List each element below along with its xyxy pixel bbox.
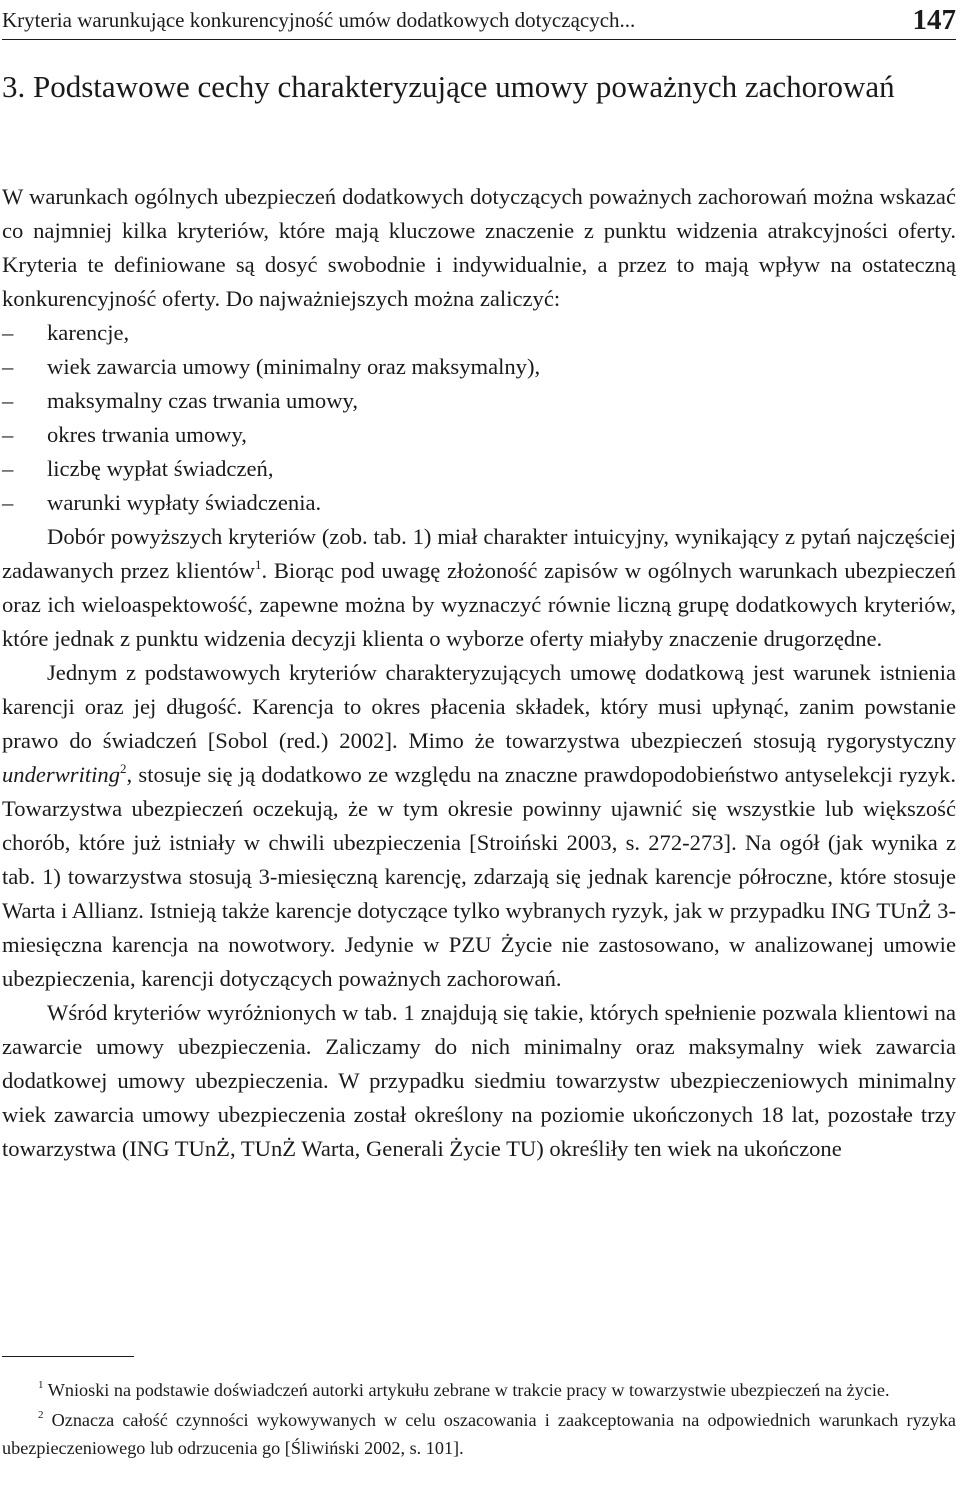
list-item-text: karencje, <box>47 320 130 345</box>
list-item-text: wiek zawarcia umowy (minimalny oraz maksymalny), <box>47 354 541 379</box>
paragraph-criteria-selection: Dobór powyższych kryteriów (zob. tab. 1) miał charakter intuicyjny, wynikający z pytań najczęściej zadawanych przez klientów$^1$. Biorąc pod uwagę złożoność zapisów w ogólnych warunkach ubezpieczeń oraz ich wieloaspektowość, zapewne można by wyznaczyć równie liczną grupę dodatkowych kryteriów, które jednak z punktu widzenia decyzji klienta o wyborze oferty miałyby znaczenie drugorzędne. <box>2 524 957 651</box>
list-item <box>2 486 956 520</box>
list-item-text: okres trwania umowy, <box>47 422 247 447</box>
section-title: 3. Podstawowe cechy charakteryzujące umowy poważnych zachorowań <box>2 69 895 104</box>
list-item-text: liczbę wypłat świadczeń, <box>47 456 274 481</box>
list-item-text: warunki wypłaty świadczenia. <box>47 490 322 515</box>
intro-paragraph: W warunkach ogólnych ubezpieczeń dodatkowych dotyczących poważnych zachorowań można wskazać co najmniej kilka kryteriów, które mają kluczowe znaczenie z punktu widzenia atrakcyjności oferty. Kryteria te definiowane są dosyć swobodnie i indywidualnie, a przez to mają wpływ na ostateczną konkurencyjność oferty. Do najważniejszych można zaliczyć: <box>2 184 956 311</box>
list-item <box>2 316 956 350</box>
dash-bullet: – <box>2 422 14 447</box>
footnotes <box>2 1376 956 1464</box>
paragraph-waiting-period: Jednym z podstawowych kryteriów charakteryzujących umowę dodatkową jest warunek istnienia karencji oraz jej długość. Karencja to okres płacenia składek, który musi upłynąć, zanim powstanie prawo do świadczeń [Sobol (red.) 2002]. Mimo że towarzystwa ubezpieczeń stosują rygorystyczny underwriting$^2$, stosuje się ją dodatkowo ze względu na znaczne prawdopodobieństwo antyselekcji ryzyk. Towarzystwa ubezpieczeń oczekują, że w tym okresie powinny ujawnić się wszystkie lub większość chorób, które już istniały w chwili ubezpieczenia [Stroiński 2003, s. 272-273]. Na ogół (jak wynika z tab. 1) towarzystwa stosują 3-miesięczną karencję, zdarzają się jednak karencje półroczne, które stosuje Warta i Allianz. Istnieją także karencje dotyczące tylko wybranych ryzyk, jak w przypadku ING TUnŻ 3-miesięczna karencja na nowotwory. Jedynie w PZU Życie nie zastosowano, w analizowanej umowie ubezpieczenia, karencji dotyczących poważnych zachorowań. <box>2 660 956 991</box>
list-item-text: maksymalny czas trwania umowy, <box>47 388 358 413</box>
dash-bullet: – <box>2 388 14 413</box>
italic-term: underwriting <box>2 762 120 787</box>
dash-bullet: – <box>2 490 14 515</box>
list-item <box>2 350 956 384</box>
footnote-2 <box>2 1406 956 1462</box>
footnote-ref-1[interactable]: 1 <box>255 557 262 572</box>
footnote-1 <box>2 1376 956 1404</box>
footnote-mark: 2 <box>38 1409 44 1421</box>
footnote-text: Oznacza całość czynności wykowywanych w celu oszacowania i zaakceptowania na odpowiednich warunkach ryzyka ubezpieczeniowego lub odrzucenia go [Śliwiński 2002, s. 101]. <box>2 1410 956 1458</box>
dash-bullet: – <box>2 354 14 379</box>
running-header <box>2 3 956 37</box>
list-item <box>2 452 956 486</box>
paragraph-age-criteria: Wśród kryteriów wyróżnionych w tab. 1 znajdują się takie, których spełnienie pozwala klientowi na zawarcie umowy ubezpieczenia. Zaliczamy do nich minimalny oraz maksymalny wiek zawarcia dodatkowej umowy ubezpieczenia. W przypadku siedmiu towarzystw ubezpieczeniowych minimalny wiek zawarcia umowy ubezpieczenia został określony na poziomie ukończonych 18 lat, pozostałe trzy towarzystwa (ING TUnŻ, TUnŻ Warta, Generali Życie TU) określiły ten wiek na ukończone <box>2 1000 956 1161</box>
body-text <box>2 180 956 1166</box>
footnote-text: Wnioski na podstawie doświadczeń autorki artykułu zebrane w trakcie pracy w towarzystwie ubezpieczeń na życie. <box>43 1380 890 1400</box>
running-title: Kryteria warunkujące konkurencyjność umów dodatkowych dotyczących... <box>2 8 636 32</box>
footnote-rule <box>2 1356 134 1357</box>
page-number: 147 <box>912 4 956 36</box>
dash-bullet: – <box>2 320 14 345</box>
list-item <box>2 418 956 452</box>
dash-bullet: – <box>2 456 14 481</box>
footnote-ref-2[interactable]: 2 <box>120 761 127 776</box>
header-rule <box>2 39 956 40</box>
criteria-list <box>2 316 956 520</box>
footnote-mark: 1 <box>38 1379 44 1391</box>
list-item <box>2 384 956 418</box>
